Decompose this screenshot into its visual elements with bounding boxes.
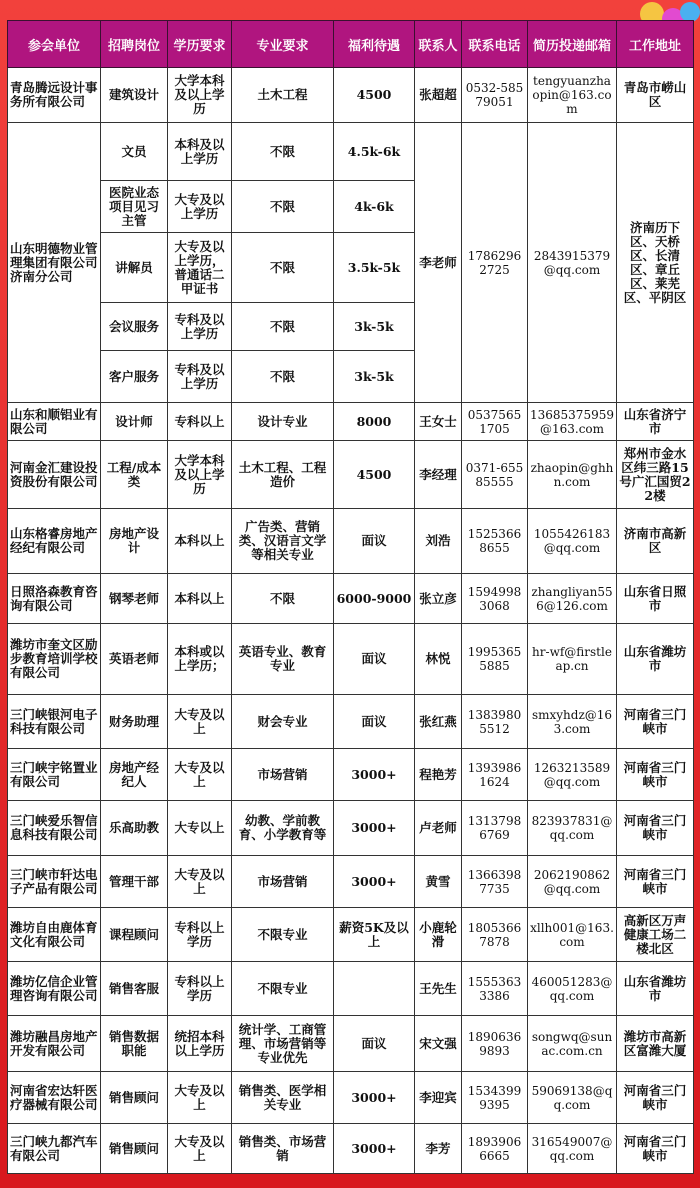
header-contact: 联系人	[415, 21, 462, 68]
cell-address: 青岛市崂山区	[617, 68, 694, 123]
cell-company: 山东格睿房地产经纪有限公司	[8, 509, 101, 574]
cell-position: 乐高助教	[101, 801, 168, 856]
cell-salary: 6000-9000	[334, 574, 415, 624]
cell-education: 大专及以上	[168, 856, 232, 908]
cell-phone: 18053667878	[462, 908, 528, 962]
cell-salary: 薪资5K及以上	[334, 908, 415, 962]
cell-salary: 面议	[334, 695, 415, 749]
cell-major: 市场营销	[232, 749, 334, 801]
cell-salary: 面议	[334, 624, 415, 695]
table-row	[8, 749, 694, 801]
cell-address: 潍坊市高新区富潍大厦	[617, 1016, 694, 1072]
cell-major: 销售类、医学相关专业	[232, 1072, 334, 1124]
cell-position: 管理干部	[101, 856, 168, 908]
cell-education: 大专以上	[168, 801, 232, 856]
cell-company: 河南金汇建设投资股份有限公司	[8, 441, 101, 509]
cell-major: 土木工程	[232, 68, 334, 123]
table-row	[8, 624, 694, 695]
cell-position: 工程/成本类	[101, 441, 168, 509]
cell-position: 建筑设计	[101, 68, 168, 123]
cell-email: zhaopin@ghhn.com	[528, 441, 617, 509]
header-email: 简历投递邮箱	[528, 21, 617, 68]
cell-email: 1263213589@qq.com	[528, 749, 617, 801]
cell-education: 专科及以上学历	[168, 351, 232, 403]
cell-contact: 宋文强	[415, 1016, 462, 1072]
cell-phone: 13663987735	[462, 856, 528, 908]
cell-major: 不限专业	[232, 908, 334, 962]
cell-phone: 0371-65585555	[462, 441, 528, 509]
cell-salary: 3000+	[334, 1072, 415, 1124]
cell-education: 大专及以上	[168, 1124, 232, 1174]
cell-major: 不限	[232, 123, 334, 181]
cell-salary: 4500	[334, 441, 415, 509]
table-row	[8, 908, 694, 962]
cell-position: 财务助理	[101, 695, 168, 749]
cell-position: 房地产设计	[101, 509, 168, 574]
cell-phone: 17862962725	[462, 123, 528, 403]
cell-education: 专科及以上学历	[168, 303, 232, 351]
header-salary: 福利待遇	[334, 21, 415, 68]
cell-contact: 刘浩	[415, 509, 462, 574]
table-row	[8, 856, 694, 908]
cell-address: 河南省三门峡市	[617, 695, 694, 749]
table-row	[8, 962, 694, 1016]
table-row	[8, 1072, 694, 1124]
cell-contact: 张超超	[415, 68, 462, 123]
cell-contact: 李经理	[415, 441, 462, 509]
cell-education: 大专及以上学历，普通话二甲证书	[168, 233, 232, 303]
table-row	[8, 1016, 694, 1072]
cell-major: 财会专业	[232, 695, 334, 749]
cell-address: 山东省济宁市	[617, 403, 694, 441]
cell-position: 英语老师	[101, 624, 168, 695]
cell-position: 文员	[101, 123, 168, 181]
cell-contact: 程艳芳	[415, 749, 462, 801]
header-education: 学历要求	[168, 21, 232, 68]
table-row	[8, 441, 694, 509]
cell-company: 潍坊亿信企业管理咨询有限公司	[8, 962, 101, 1016]
cell-education: 专科以上学历	[168, 962, 232, 1016]
cell-education: 本科或以上学历；	[168, 624, 232, 695]
cell-salary	[334, 962, 415, 1016]
cell-salary: 3000+	[334, 749, 415, 801]
cell-position: 客户服务	[101, 351, 168, 403]
cell-salary: 8000	[334, 403, 415, 441]
cell-salary: 面议	[334, 509, 415, 574]
cell-company: 潍坊市奎文区励步教育培训学校有限公司	[8, 624, 101, 695]
cell-address: 河南省三门峡市	[617, 801, 694, 856]
balloon-decoration	[680, 2, 700, 22]
cell-major: 幼教、学前教育、小学教育等	[232, 801, 334, 856]
cell-address: 河南省三门峡市	[617, 1124, 694, 1174]
cell-address: 郑州市金水区纬三路15号广汇国贸22楼	[617, 441, 694, 509]
cell-company: 潍坊融昌房地产开发有限公司	[8, 1016, 101, 1072]
cell-position: 销售客服	[101, 962, 168, 1016]
cell-address: 河南省三门峡市	[617, 749, 694, 801]
cell-address: 河南省三门峡市	[617, 1072, 694, 1124]
cell-position: 销售顾问	[101, 1072, 168, 1124]
cell-email: xllh001@163.com	[528, 908, 617, 962]
cell-contact: 小鹿轮滑	[415, 908, 462, 962]
cell-major: 不限	[232, 233, 334, 303]
table-row	[8, 509, 694, 574]
cell-email: 316549007@qq.com	[528, 1124, 617, 1174]
cell-email: 823937831@qq.com	[528, 801, 617, 856]
cell-position: 会议服务	[101, 303, 168, 351]
cell-phone: 15949983068	[462, 574, 528, 624]
cell-company: 日照洛森教育咨询有限公司	[8, 574, 101, 624]
cell-phone: 13939861624	[462, 749, 528, 801]
header-address: 工作地址	[617, 21, 694, 68]
cell-company: 青岛腾远设计事务所有限公司	[8, 68, 101, 123]
table-header-row	[8, 21, 694, 68]
cell-major: 统计学、工商管理、市场营销等专业优先	[232, 1016, 334, 1072]
cell-company: 三门峡银河电子科技有限公司	[8, 695, 101, 749]
cell-major: 设计专业	[232, 403, 334, 441]
table-row	[8, 801, 694, 856]
cell-address: 济南历下区、天桥区、长清区、章丘区、莱芜区、平阴区	[617, 123, 694, 403]
cell-email: 1055426183@qq.com	[528, 509, 617, 574]
cell-education: 大专及以上	[168, 695, 232, 749]
cell-education: 本科以上	[168, 574, 232, 624]
cell-major: 不限专业	[232, 962, 334, 1016]
cell-contact: 李迎宾	[415, 1072, 462, 1124]
cell-contact: 李芳	[415, 1124, 462, 1174]
cell-salary: 3k-5k	[334, 303, 415, 351]
cell-contact: 李老师	[415, 123, 462, 403]
header-company: 参会单位	[8, 21, 101, 68]
cell-email: smxyhdz@163.com	[528, 695, 617, 749]
cell-major: 不限	[232, 351, 334, 403]
cell-email: hr-wf@firstleap.cn	[528, 624, 617, 695]
cell-major: 不限	[232, 574, 334, 624]
cell-education: 大专及以上	[168, 749, 232, 801]
cell-salary: 4500	[334, 68, 415, 123]
cell-company: 山东和顺铝业有限公司	[8, 403, 101, 441]
cell-company: 三门峡爱乐智信息科技有限公司	[8, 801, 101, 856]
cell-position: 钢琴老师	[101, 574, 168, 624]
cell-salary: 3k-5k	[334, 351, 415, 403]
cell-company: 三门峡九都汽车有限公司	[8, 1124, 101, 1174]
cell-major: 不限	[232, 181, 334, 233]
header-major: 专业要求	[232, 21, 334, 68]
cell-major: 销售类、市场营销	[232, 1124, 334, 1174]
cell-education: 统招本科以上学历	[168, 1016, 232, 1072]
recruitment-table	[7, 20, 694, 1174]
table-row	[8, 68, 694, 123]
cell-company: 山东明德物业管理集团有限公司济南分公司	[8, 123, 101, 403]
cell-phone: 18906369893	[462, 1016, 528, 1072]
cell-email: 2062190862@qq.com	[528, 856, 617, 908]
cell-email: 59069138@qq.com	[528, 1072, 617, 1124]
cell-company: 潍坊自由鹿体育文化有限公司	[8, 908, 101, 962]
table-row	[8, 403, 694, 441]
cell-position: 销售数据职能	[101, 1016, 168, 1072]
cell-contact: 张红燕	[415, 695, 462, 749]
cell-major: 市场营销	[232, 856, 334, 908]
cell-salary: 3000+	[334, 856, 415, 908]
cell-position: 设计师	[101, 403, 168, 441]
cell-salary: 3000+	[334, 801, 415, 856]
cell-phone: 05375651705	[462, 403, 528, 441]
cell-phone: 13839805512	[462, 695, 528, 749]
cell-address: 山东省日照市	[617, 574, 694, 624]
cell-contact: 黄雪	[415, 856, 462, 908]
cell-education: 大专及以上	[168, 1072, 232, 1124]
cell-phone: 19953655885	[462, 624, 528, 695]
cell-contact: 王女士	[415, 403, 462, 441]
cell-email: 460051283@qq.com	[528, 962, 617, 1016]
table-row	[8, 574, 694, 624]
cell-position: 医院业态项目见习主管	[101, 181, 168, 233]
cell-salary: 面议	[334, 1016, 415, 1072]
cell-phone: 15343999395	[462, 1072, 528, 1124]
cell-major: 土木工程、工程造价	[232, 441, 334, 509]
cell-email: tengyuanzhaopin@163.com	[528, 68, 617, 123]
cell-contact: 卢老师	[415, 801, 462, 856]
cell-education: 大学本科及以上学历	[168, 68, 232, 123]
cell-email: songwq@sunac.com.cn	[528, 1016, 617, 1072]
cell-phone: 0532-58579051	[462, 68, 528, 123]
table-row	[8, 123, 694, 181]
cell-phone: 13137986769	[462, 801, 528, 856]
cell-contact: 张立彦	[415, 574, 462, 624]
cell-phone: 18939066665	[462, 1124, 528, 1174]
header-phone: 联系电话	[462, 21, 528, 68]
cell-email: 13685375959@163.com	[528, 403, 617, 441]
cell-major: 广告类、营销类、汉语言文学等相关专业	[232, 509, 334, 574]
cell-contact: 林悦	[415, 624, 462, 695]
header-position: 招聘岗位	[101, 21, 168, 68]
cell-phone: 15253668655	[462, 509, 528, 574]
cell-education: 专科以上学历	[168, 908, 232, 962]
cell-email: 2843915379@qq.com	[528, 123, 617, 403]
cell-major: 不限	[232, 303, 334, 351]
cell-address: 济南市高新区	[617, 509, 694, 574]
cell-address: 山东省潍坊市	[617, 962, 694, 1016]
cell-address: 山东省潍坊市	[617, 624, 694, 695]
cell-company: 三门峡市轩达电子产品有限公司	[8, 856, 101, 908]
cell-salary: 4.5k-6k	[334, 123, 415, 181]
cell-position: 讲解员	[101, 233, 168, 303]
cell-phone: 15553633386	[462, 962, 528, 1016]
cell-education: 专科以上	[168, 403, 232, 441]
cell-company: 河南省宏达轩医疗器械有限公司	[8, 1072, 101, 1124]
table-row	[8, 1124, 694, 1174]
cell-email: zhangliyan556@126.com	[528, 574, 617, 624]
cell-education: 本科以上	[168, 509, 232, 574]
table-row	[8, 695, 694, 749]
cell-salary: 4k-6k	[334, 181, 415, 233]
cell-address: 高新区万声健康工场二楼北区	[617, 908, 694, 962]
cell-company: 三门峡宇铭置业有限公司	[8, 749, 101, 801]
cell-salary: 3.5k-5k	[334, 233, 415, 303]
cell-position: 课程顾问	[101, 908, 168, 962]
cell-education: 大学本科及以上学历	[168, 441, 232, 509]
cell-major: 英语专业、教育专业	[232, 624, 334, 695]
cell-address: 河南省三门峡市	[617, 856, 694, 908]
cell-position: 房地产经纪人	[101, 749, 168, 801]
cell-salary: 3000+	[334, 1124, 415, 1174]
cell-contact: 王先生	[415, 962, 462, 1016]
cell-education: 本科及以上学历	[168, 123, 232, 181]
cell-position: 销售顾问	[101, 1124, 168, 1174]
cell-education: 大专及以上学历	[168, 181, 232, 233]
